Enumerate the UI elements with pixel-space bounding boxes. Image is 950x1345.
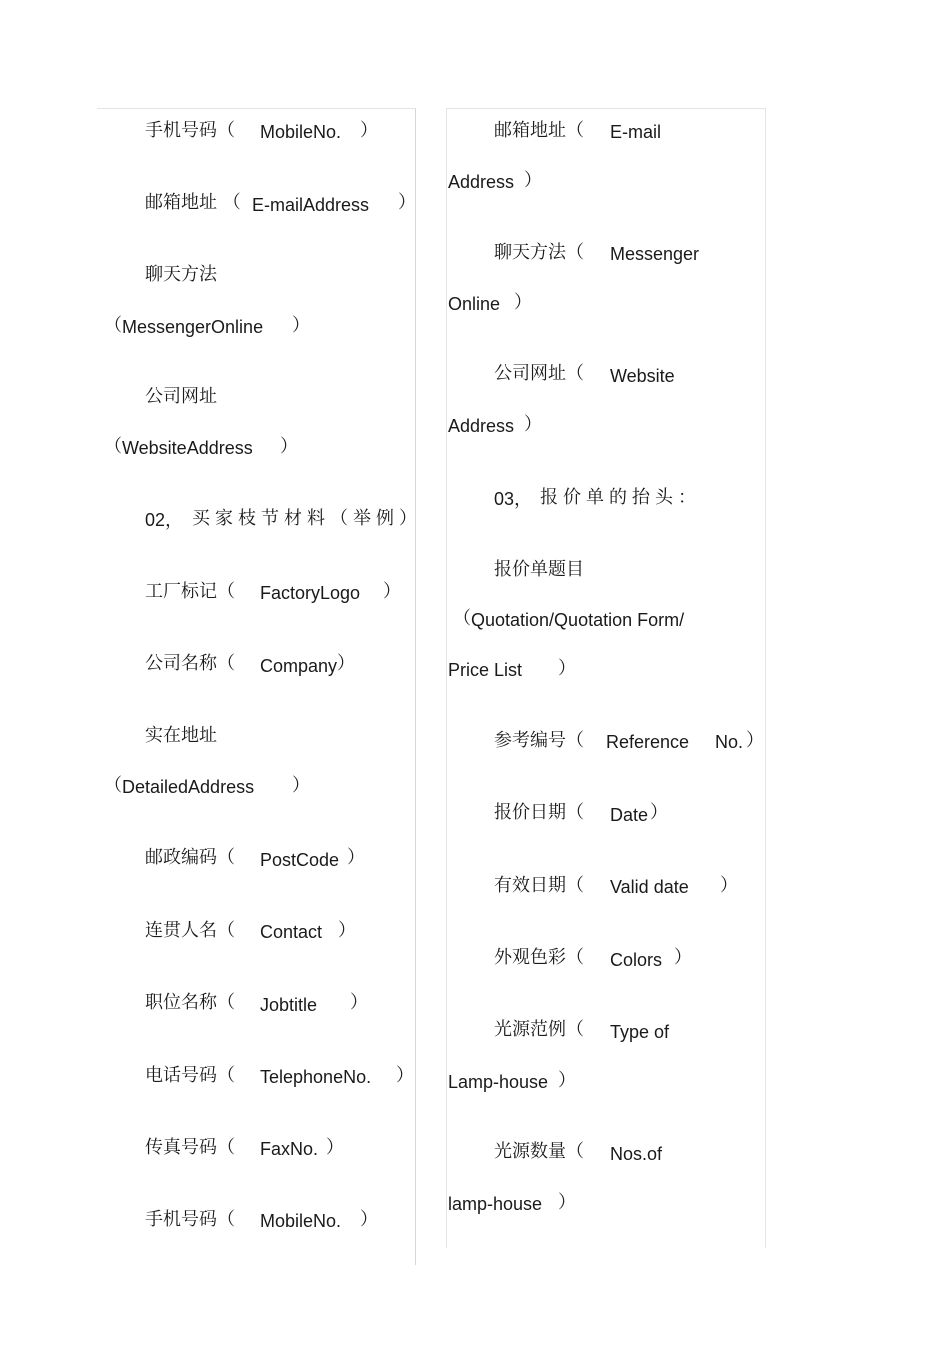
label-en: Messenger [610, 244, 700, 264]
paren-close: ） [383, 581, 401, 602]
label-en: PostCode [260, 850, 340, 870]
label-en-cont: Address [448, 172, 515, 192]
label-cn: 工厂标记（ [145, 581, 235, 602]
label-cn: 邮箱地址（ [494, 120, 584, 141]
label-en-2: No. [715, 732, 744, 752]
paren-close: ） [398, 192, 416, 213]
section-number: 03， [494, 489, 533, 509]
label-cn: 光源范例（ [494, 1019, 584, 1040]
label-cn: 报价单题目 [494, 559, 584, 580]
paren-close: ） [360, 120, 378, 141]
paren-close: ） [524, 170, 542, 191]
paren-close: ） [558, 1192, 576, 1213]
paren-close: ） [326, 1137, 344, 1158]
paren-close: ） [350, 992, 368, 1013]
label-cn: 传真号码（ [145, 1137, 235, 1158]
paren-close: ） [558, 1070, 576, 1091]
paren-close: ） [514, 292, 532, 313]
label-cn: 外观色彩（ [494, 947, 584, 968]
paren-close: ） [338, 920, 356, 941]
paren-close: ） [524, 414, 542, 435]
label-cn: 手机号码（ [145, 1209, 235, 1230]
label-en-cont: Price List [448, 660, 523, 680]
paren-close: ） [720, 875, 738, 896]
label-cn: 公司网址 [145, 386, 217, 407]
label-cn: 有效日期（ [494, 875, 584, 896]
label-en: Quotation/Quotation Form/ [471, 610, 685, 630]
label-cn: 报价日期（ [494, 802, 584, 823]
label-en: MobileNo. [260, 122, 342, 142]
paren-close: ） [396, 1065, 414, 1086]
label-en: FactoryLogo [260, 583, 361, 603]
paren-open: （ [104, 436, 122, 457]
paren-close: ） [292, 775, 310, 796]
label-en: Colors [610, 950, 663, 970]
label-en: Valid date [610, 877, 689, 897]
label-cn: 邮箱地址 （ [145, 192, 241, 213]
section-title: 买家枝节材料（举例） [192, 508, 422, 529]
paren-close: ） [347, 847, 365, 868]
label-cn: 电话号码（ [145, 1065, 235, 1086]
paren-close: ） [280, 436, 298, 457]
label-en: WebsiteAddress [122, 438, 253, 458]
label-cn: 职位名称（ [145, 992, 235, 1013]
label-cn: 聊天方法（ [494, 242, 584, 263]
paren-close: ） [337, 653, 355, 674]
label-en-cont: Online [448, 294, 501, 314]
label-en-cont: Lamp-house [448, 1072, 549, 1092]
paren-close: ） [674, 947, 692, 968]
paren-close: ） [292, 315, 310, 336]
label-en: Date [610, 805, 649, 825]
paren-close: ） [650, 802, 668, 823]
label-en: DetailedAddress [122, 777, 255, 797]
paren-open: （ [453, 608, 471, 629]
label-en-cont: lamp-house [448, 1194, 543, 1214]
label-cn: 邮政编码（ [145, 847, 235, 868]
paren-close: ） [558, 658, 576, 679]
label-en: Company [260, 656, 338, 676]
paren-open: （ [104, 315, 122, 336]
label-cn: 公司名称（ [145, 653, 235, 674]
label-en: FaxNo. [260, 1139, 319, 1159]
label-en: TelephoneNo. [260, 1067, 372, 1087]
label-en: Reference [606, 732, 690, 752]
label-en: MobileNo. [260, 1211, 342, 1231]
label-en: Contact [260, 922, 323, 942]
paren-close: ） [360, 1209, 378, 1230]
paren-close: ） [746, 730, 764, 751]
label-en: Website [610, 366, 675, 386]
section-title: 报价单的抬头： [540, 487, 701, 508]
label-en: Type of [610, 1022, 670, 1042]
label-en-cont: Address [448, 416, 515, 436]
label-en: E-mailAddress [252, 195, 370, 215]
section-number: 02， [145, 510, 184, 530]
label-en: E-mail [610, 122, 662, 142]
label-cn: 公司网址（ [494, 363, 584, 384]
label-en: MessengerOnline [122, 317, 264, 337]
label-cn: 聊天方法 [145, 264, 217, 285]
label-cn: 手机号码（ [145, 120, 235, 141]
label-cn: 连贯人名（ [145, 920, 235, 941]
paren-open: （ [104, 775, 122, 796]
label-cn: 实在地址 [145, 725, 217, 746]
label-cn: 参考编号（ [494, 730, 584, 751]
label-en: Jobtitle [260, 995, 318, 1015]
label-cn: 光源数量（ [494, 1141, 584, 1162]
label-en: Nos.of [610, 1144, 663, 1164]
